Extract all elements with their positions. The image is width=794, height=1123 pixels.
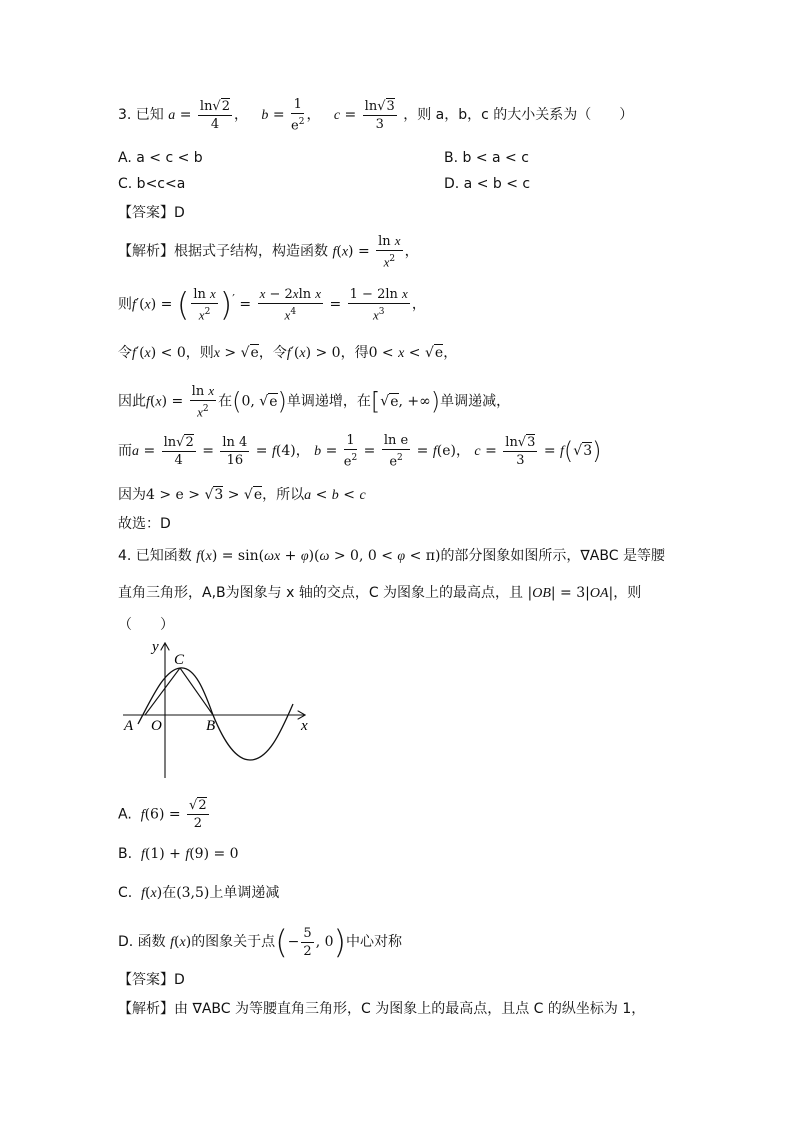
q3-choice: 故选：D <box>118 516 171 532</box>
q3-analysis-intro: 根据式子结构，构造函数 <box>174 243 328 260</box>
q4-option-c: C. f(x)在(3,5)上单调递减 <box>118 885 280 901</box>
q3-option-c: C. b<c<a <box>118 176 186 192</box>
q4-analysis-text: 由 ∇ABC 为等腰直角三角形，C 为图象上的最高点，且点 C 的纵坐标为 1， <box>174 1001 646 1017</box>
q4-analysis-label: 【解析】 <box>118 1001 174 1017</box>
q3-get-label: ，得 <box>340 345 369 361</box>
label-c: C <box>174 652 185 668</box>
q3-prefix: 3. 已知 <box>118 107 164 124</box>
label-a: A <box>124 718 134 734</box>
q3-analysis-line5: 而a = $\frac{\ln√2}{4}$ = $\frac{\ln 4}{16}$ = f(4)， b = $\frac{1}{e^2}$ = $\frac{\text{ln e}}{e^2}$ = f(e)， c = $\frac{\ln√3}{3}$ = f(√3) <box>118 433 602 470</box>
q4-sine-graph <box>118 636 318 782</box>
q4-option-b-label: B. <box>118 846 133 862</box>
segment-ac <box>145 668 180 715</box>
q4-option-a: A. f(6) = $\frac{√2}{2}$ <box>118 798 207 831</box>
q3-and-label: 而 <box>118 443 132 460</box>
q3-in-label: 在 <box>218 393 233 410</box>
segment-cb <box>180 668 213 715</box>
q3-let-label: 令 <box>118 345 132 361</box>
label-b: B <box>206 718 216 734</box>
q3-analysis-line3: 令f′(x) < 0，则x > √e，令f′(x) > 0，得0 < x < √e， <box>118 345 458 361</box>
q4-answer: 【答案】D <box>118 972 185 988</box>
q3-answer: 【答案】D <box>118 205 185 221</box>
q4-paren: （ ） <box>118 617 174 633</box>
q3-tail: ，则 a，b，c 的大小关系为（ ） <box>403 107 634 124</box>
q4-option-c-text: 上单调递减 <box>209 885 280 901</box>
q3-analysis-line4: 因此f(x) = $\frac{\text{ln x}}{x^2}$ 在(0, √e)单调递增，在[√e, +∞)单调递减， <box>118 383 511 420</box>
q4-option-c-label: C. <box>118 885 133 901</box>
q4-option-d-end: 中心对称 <box>345 934 402 950</box>
q3-option-d: D. a < b < c <box>444 176 531 192</box>
q3-analysis-line1: 【解析】根据式子结构，构造函数 f(x) = $\frac{\text{ln x}}{x^2}$ ， <box>118 233 419 270</box>
q3-analysis-label: 【解析】 <box>118 243 174 260</box>
q3-option-b: B. b < a < c <box>444 150 529 166</box>
q3-because-label: 因为 <box>118 487 146 503</box>
q3-increasing-label: 单调递增，在 <box>286 393 371 410</box>
q4-stem-line2: 直角三角形，A,B为图象与 x 轴的交点，C 为图象上的最高点，且 |OB| = 3|OA|，则 <box>118 585 642 601</box>
q4-option-d-mid: 的图象关于点 <box>191 934 276 950</box>
q3-option-a: A. a < c < b <box>118 150 203 166</box>
q4-stem-line1: 4. 已知函数 f(x) = sin(ωx + φ)(ω > 0, 0 < φ < π)的部分图象如图所示，∇ABC 是等腰 <box>118 548 665 564</box>
q4-option-b: B. f(1) + f(9) = 0 <box>118 846 239 862</box>
q4-stem-mid: 直角三角形，A,B为图象与 x 轴的交点，C 为图象上的最高点，且 <box>118 585 524 601</box>
q3-then-label-2: ，则 <box>185 345 214 361</box>
q3-analysis-line2: 则f′(x) = ( $\frac{\text{ln x}}{x^2}$ )′ = $\frac{\text{x − 2xln x}}{x^4}$ = $\frac{\text{1 − 2ln x}}{x^3}$ ， <box>118 285 426 324</box>
q4-prefix: 4. 已知函数 <box>118 548 192 564</box>
q3-let-label-2: ，令 <box>258 345 287 361</box>
q4-stem-tail: 的部分图象如图所示，∇ABC 是等腰 <box>440 548 665 564</box>
q4-option-d-label: D. 函数 <box>118 934 166 950</box>
q4-analysis <box>118 998 645 1018</box>
q3-decreasing-label: 单调递减， <box>440 393 511 410</box>
q3-analysis-line6: 因为4 > e > √3 > √e，所以a < b < c <box>118 487 366 503</box>
q3-so-label: ，所以 <box>262 487 305 503</box>
q4-option-a-label: A. <box>118 806 132 823</box>
label-x: x <box>301 718 308 734</box>
label-o: O <box>151 718 162 734</box>
q3-hence-label: 因此 <box>118 393 146 410</box>
sine-curve <box>138 668 293 760</box>
q4-option-c-mid: 在 <box>162 885 177 901</box>
q3-then-label: 则 <box>118 296 132 313</box>
q3-stem: 3. 已知 a = $\frac{\ln√2}{4}$ ， b = $\frac{1}{e^2}$ ， c = $\frac{\ln√3}{3}$ ，则 a，b，c 的大小关系为（ ） <box>118 97 634 134</box>
q4-option-d: D. 函数 f(x)的图象关于点(− $\frac{5}{2}$ , 0)中心对称 <box>118 923 402 961</box>
label-y: y <box>152 639 159 655</box>
q4-stem-end: ，则 <box>613 585 642 601</box>
